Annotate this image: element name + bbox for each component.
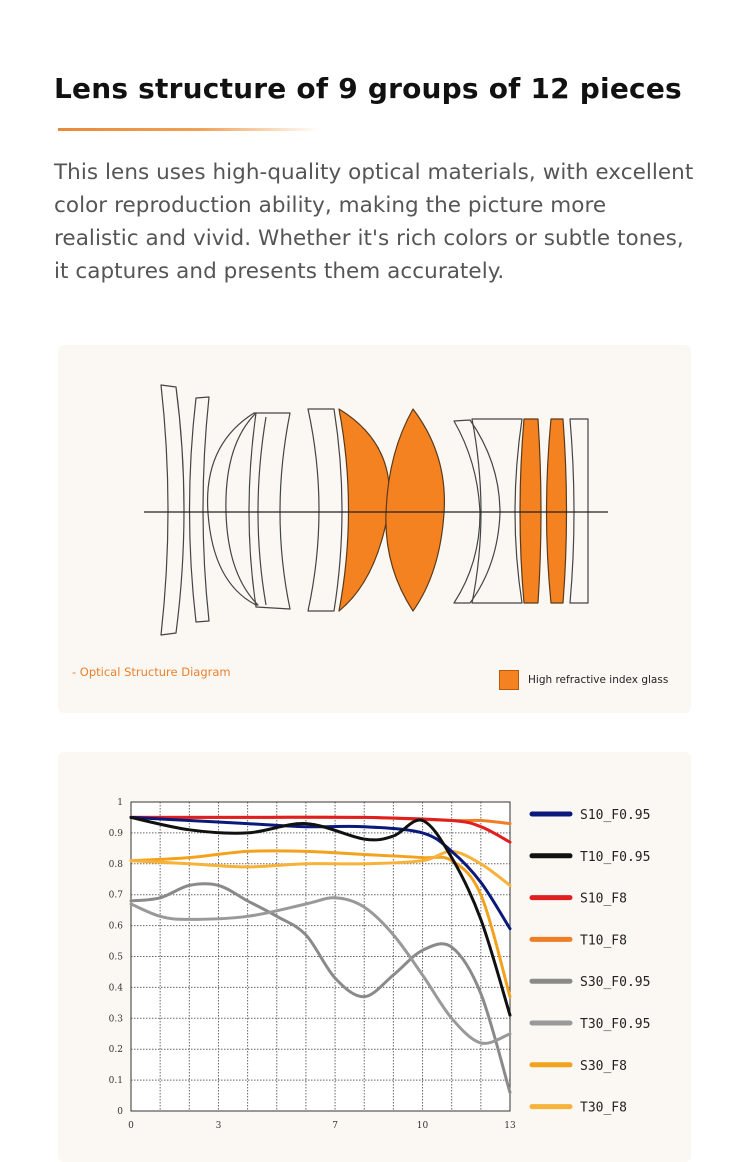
legend-label: S10_F0.95 [580,808,651,823]
lens-element-2 [190,397,210,622]
y-tick-label: 0.5 [108,952,123,963]
legend-label: T10_F0.95 [580,849,651,865]
x-tick-label: 7 [332,1121,338,1131]
y-tick-label: 0.9 [108,828,123,839]
title-underline [58,128,320,131]
lens-element-4 [249,413,290,609]
x-tick-label: 10 [416,1121,429,1131]
optical-structure-diagram [58,345,691,713]
y-tick-label: 0 [117,1107,123,1117]
description-text: This lens uses high-quality optical materials, with excellent color reproduction ability, making the picture more realistic and vivid. Whether it's rich colors or subtle tones, it captures and presents them accurately. [54,160,694,284]
lens-element-7 [386,409,445,611]
lens-element-11 [547,419,567,603]
page-title: Lens structure of 9 groups of 12 pieces [54,72,682,105]
lens-element-6 [339,409,389,611]
high-index-glass-swatch [499,670,519,690]
lens-element-4b [258,417,266,605]
lens-element-5 [308,409,342,611]
x-tick-label: 13 [504,1121,516,1131]
legend-label: S10_F8 [580,891,627,907]
diagram-caption: - Optical Structure Diagram [72,665,231,679]
x-tick-label: 0 [128,1121,134,1131]
mtf-chart-panel [58,752,691,1162]
optical-structure-panel [58,345,691,713]
legend-label: T30_F8 [580,1100,627,1116]
lens-element-1 [161,385,184,635]
y-tick-label: 1 [117,798,123,808]
lens-element-3 [208,413,258,605]
y-tick-label: 0.7 [108,890,123,901]
legend-label: S30_F8 [580,1058,627,1074]
y-tick-label: 0.6 [108,921,123,932]
y-tick-label: 0.1 [108,1076,123,1087]
high-index-glass-label: High refractive index glass [528,674,669,686]
legend-label: T10_F8 [580,933,627,949]
y-tick-label: 0.3 [108,1014,123,1025]
lens-element-12 [570,419,588,603]
x-tick-label: 3 [215,1121,222,1131]
y-tick-label: 0.2 [108,1045,123,1056]
lens-element-10 [520,419,541,603]
legend-label: T30_F0.95 [580,1017,651,1032]
y-tick-label: 0.8 [108,859,123,870]
legend-label: S30_F0.95 [580,975,651,991]
y-tick-label: 0.4 [108,983,123,994]
mtf-chart [58,752,691,1162]
